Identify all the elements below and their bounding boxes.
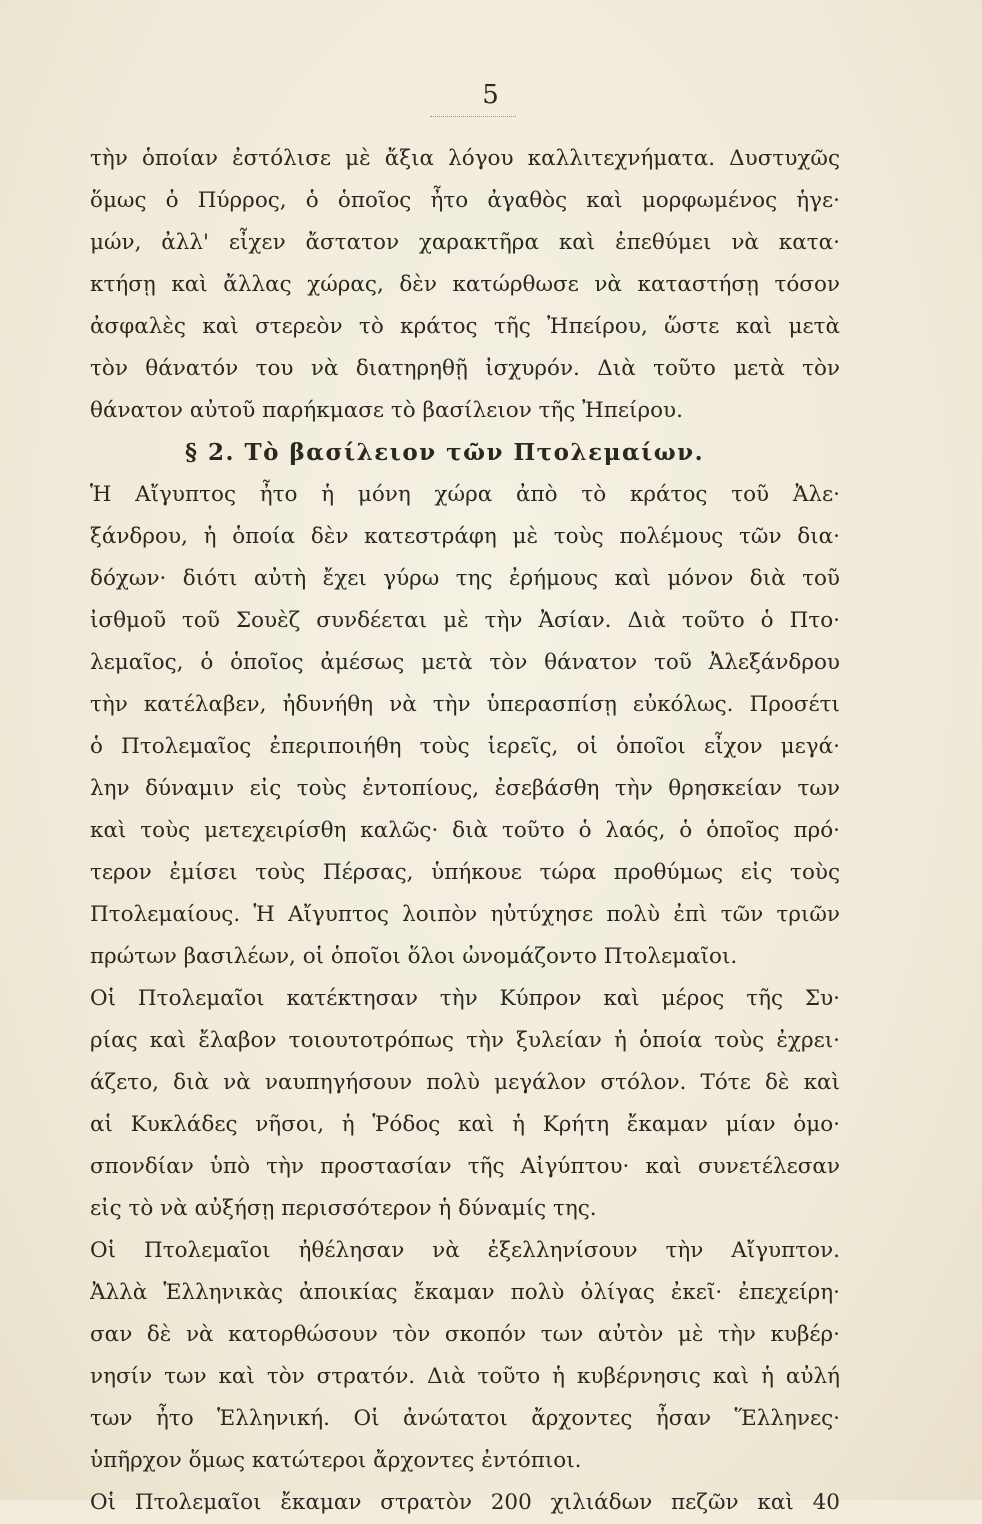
text-line: δόχων· διότι αὐτὴ ἔχει γύρω της ἐρήμους καὶ μόνον διὰ τοῦ — [90, 566, 840, 591]
page-number: 5 — [482, 80, 500, 110]
text-line: λην δύναμιν εἰς τοὺς ἐντοπίους, ἐσεβάσθη τὴν θρησκείαν των — [90, 776, 840, 801]
text-line: άζετο, διὰ νὰ ναυπηγήσουν πολὺ μεγάλον στόλον. Τότε δὲ καὶ — [90, 1070, 840, 1095]
text-line: Οἱ Πτολεμαῖοι ἔκαμαν στρατὸν 200 χιλιάδων πεζῶν καὶ 40 — [90, 1490, 840, 1515]
section-heading: § 2. Τὸ βασίλειον τῶν Πτολεμαίων. — [185, 439, 705, 466]
text-line: Ἀλλὰ Ἑλληνικὰς ἀποικίας ἔκαμαν πολὺ ὀλίγας ἐκεῖ· ἐπεχείρη· — [90, 1280, 840, 1305]
text-line: τὸν θάνατόν του νὰ διατηρηθῇ ἰσχυρόν. Διὰ τοῦτο μετὰ τὸν — [90, 356, 840, 381]
text-line: τὴν κατέλαβεν, ἠδυνήθη νὰ τὴν ὑπερασπίσῃ εὐκόλως. Προσέτι — [90, 692, 840, 717]
text-line: Ἡ Αἴγυπτος ἦτο ἡ μόνη χώρα ἀπὸ τὸ κράτος τοῦ Ἀλε· — [90, 482, 840, 507]
text-line: θάνατον αὐτοῦ παρήκμασε τὸ βασίλειον τῆς Ἠπείρου. — [90, 398, 683, 423]
text-line: Πτολεμαίους. Ἡ Αἴγυπτος λοιπὸν ηὐτύχησε πολὺ ἐπὶ τῶν τριῶν — [90, 902, 840, 927]
text-line: ὑπῆρχον ὅμως κατώτεροι ἄρχοντες ἐντόπιοι. — [90, 1448, 582, 1473]
text-line: των ἦτο Ἑλληνική. Οἱ ἀνώτατοι ἄρχοντες ἦσαν Ἕλληνες· — [90, 1406, 840, 1431]
text-line: σπονδίαν ὑπὸ τὴν προστασίαν τῆς Αἰγύπτου· καὶ συνετέλεσαν — [90, 1154, 840, 1179]
text-line: ὅμως ὁ Πύρρος, ὁ ὁποῖος ἦτο ἀγαθὸς καὶ μορφωμένος ἡγε· — [90, 188, 840, 213]
text-line: τὴν ὁποίαν ἐστόλισε μὲ ἄξια λόγου καλλιτεχνήματα. Δυστυχῶς — [90, 146, 840, 171]
text-line: ἰσθμοῦ τοῦ Σουὲζ συνδέεται μὲ τὴν Ἀσίαν. Διὰ τοῦτο ὁ Πτο· — [90, 608, 840, 633]
text-line: Οἱ Πτολεμαῖοι κατέκτησαν τὴν Κύπρον καὶ μέρος τῆς Συ· — [90, 986, 840, 1011]
text-line: λεμαῖος, ὁ ὁποῖος ἀμέσως μετὰ τὸν θάνατον τοῦ Ἀλεξάνδρου — [90, 650, 840, 675]
body-text — [90, 138, 840, 1524]
text-line: αἱ Κυκλάδες νῆσοι, ἡ Ῥόδος καὶ ἡ Κρήτη ἔκαμαν μίαν ὁμο· — [90, 1112, 840, 1137]
text-line: ρίας καὶ ἔλαβον τοιουτοτρόπως τὴν ξυλείαν ἡ ὁποία τοὺς ἐχρει· — [90, 1028, 840, 1053]
page-number-rule — [430, 116, 516, 117]
text-line: πρώτων βασιλέων, οἱ ὁποῖοι ὅλοι ὠνομάζοντο Πτολεμαῖοι. — [90, 944, 738, 969]
text-line: ἀσφαλὲς καὶ στερεὸν τὸ κράτος τῆς Ἠπείρου, ὥστε καὶ μετὰ — [90, 314, 840, 339]
text-line: μών, ἀλλ' εἶχεν ἄστατον χαρακτῆρα καὶ ἐπεθύμει νὰ κατα· — [90, 230, 840, 255]
text-line: καὶ τοὺς μετεχειρίσθη καλῶς· διὰ τοῦτο ὁ λαός, ὁ ὁποῖος πρό· — [90, 818, 840, 843]
text-line: τερον ἐμίσει τοὺς Πέρσας, ὑπήκουε τώρα προθύμως εἰς τοὺς — [90, 860, 840, 885]
text-line: εἰς τὸ νὰ αὐξήσῃ περισσότερον ἡ δύναμίς της. — [90, 1196, 597, 1221]
text-line: ξάνδρου, ἡ ὁποία δὲν κατεστράφη μὲ τοὺς πολέμους τῶν δια· — [90, 524, 840, 549]
text-line: ὁ Πτολεμαῖος ἐπεριποιήθη τοὺς ἱερεῖς, οἱ ὁποῖοι εἶχον μεγά· — [90, 734, 840, 759]
text-line: κτήσῃ καὶ ἄλλας χώρας, δὲν κατώρθωσε νὰ καταστήσῃ τόσον — [90, 272, 840, 297]
text-line: Οἱ Πτολεμαῖοι ἠθέλησαν νὰ ἐξελληνίσουν τὴν Αἴγυπτον. — [90, 1238, 840, 1263]
text-line: σαν δὲ νὰ κατορθώσουν τὸν σκοπόν των αὐτὸν μὲ τὴν κυβέρ· — [90, 1322, 840, 1347]
text-line: νησίν των καὶ τὸν στρατόν. Διὰ τοῦτο ἡ κυβέρνησις καὶ ἡ αὐλή — [90, 1364, 840, 1389]
